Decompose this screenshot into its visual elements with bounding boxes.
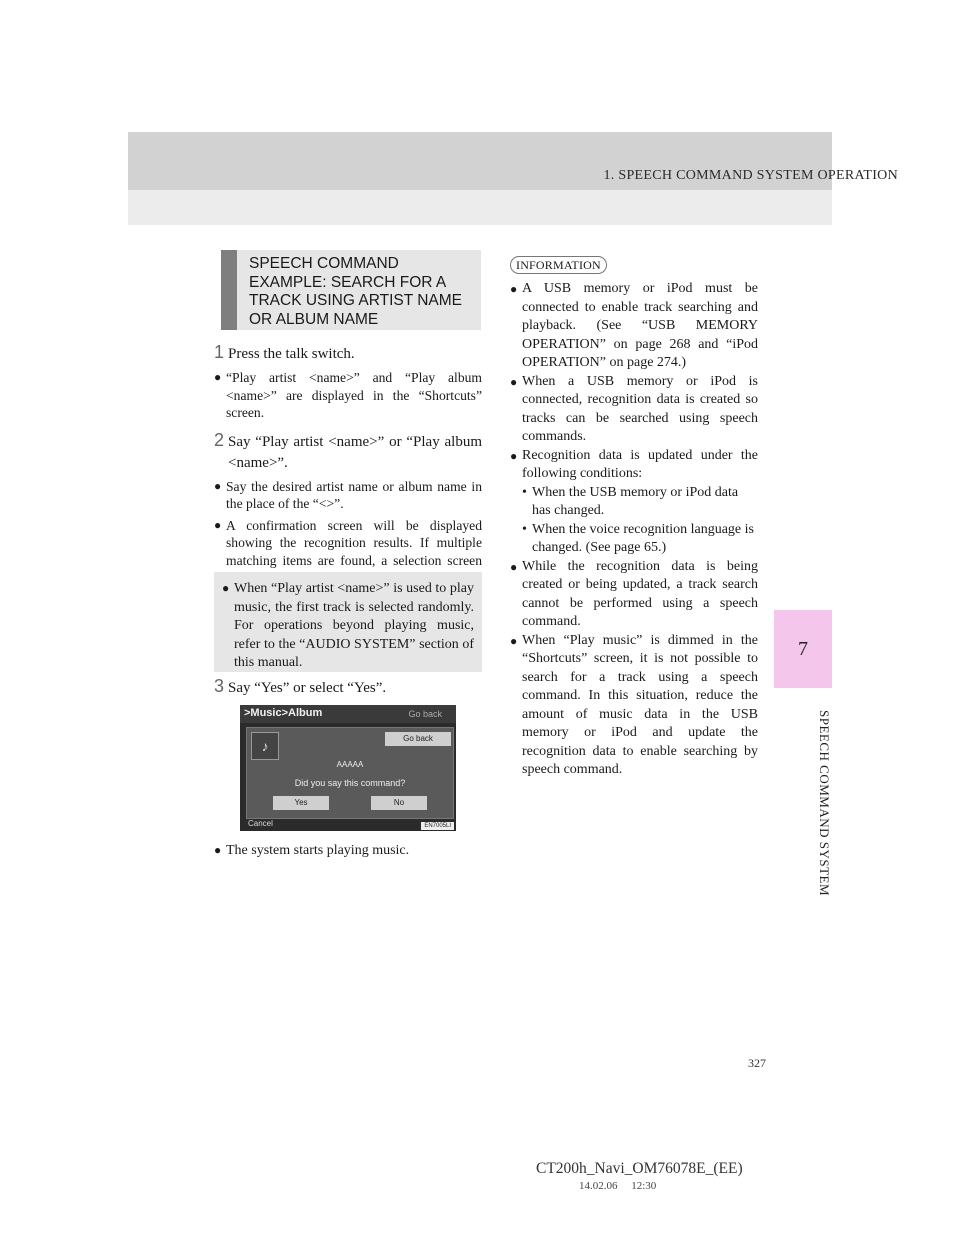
title-accent-bar xyxy=(221,250,237,330)
screen-question: Did you say this command? xyxy=(294,778,406,788)
information-column xyxy=(510,256,758,780)
chapter-tab xyxy=(774,610,832,688)
list-item xyxy=(510,447,758,484)
screen-breadcrumb: >Music>Album xyxy=(244,707,323,719)
bullet-text: When a USB memory or iPod is connected, recognition data is created so tracks can be searched using speech commands. xyxy=(522,373,758,444)
sub-text: When the voice recognition language is changed. (See page 65.) xyxy=(532,521,754,555)
bullet-text: The system starts playing music. xyxy=(226,843,410,858)
step-3 xyxy=(214,676,482,699)
chapter-label: SPEECH COMMAND SYSTEM xyxy=(817,709,832,897)
header-subbar xyxy=(128,190,832,225)
step-3-container xyxy=(214,676,482,699)
screen-no-button: No xyxy=(371,796,427,810)
step-1 xyxy=(214,342,482,365)
sub-text: When the USB memory or iPod data has changed. xyxy=(532,484,739,518)
list-item xyxy=(510,280,758,373)
bullet-text: Recognition data is updated under the following conditions: xyxy=(522,447,758,481)
screen-go-back-button: Go back xyxy=(385,732,451,746)
bullet-icon: ● xyxy=(510,282,518,296)
bullet-icon: ● xyxy=(214,370,222,384)
list-item xyxy=(510,632,758,780)
list-item xyxy=(222,580,474,673)
chapter-number: 7 xyxy=(798,637,808,660)
bullet-icon: ● xyxy=(510,374,518,389)
step-text: Say “Play artist <name>” or “Play album <name>”. xyxy=(228,433,482,471)
bullet-text: A USB memory or iPod must be connected to enable track searching and playback. (See “USB MEMORY OPERATION” on page 268 and “iPod OPERATION” on page 274.) xyxy=(522,281,758,370)
bullet-text: While the recognition data is being created or being updated, a track search cannot be performed using a speech command. xyxy=(522,558,758,629)
footer-date: 14.02.06 12:30 xyxy=(579,1180,657,1192)
running-header: 1. SPEECH COMMAND SYSTEM OPERATION xyxy=(603,168,898,183)
screen-go-back-top: Go back xyxy=(408,709,442,719)
step-number: 1 xyxy=(214,342,225,362)
list-item xyxy=(214,369,482,422)
page-number: 327 xyxy=(748,1056,766,1070)
sub-item xyxy=(510,521,758,558)
bullet-text: When “Play music” is dimmed in the “Shortcuts” screen, it is not possible to search for a track using a speech command. In this situation, reduce the amount of music data in the USB memory or iPod and update the recognition data to enable searching by speech command. xyxy=(522,632,758,777)
screen-cancel: Cancel xyxy=(248,819,273,828)
final-bullet xyxy=(214,842,482,860)
step-text: Say “Yes” or select “Yes”. xyxy=(228,680,387,696)
note-box xyxy=(214,572,482,672)
step-number: 3 xyxy=(214,676,225,696)
sub-bullet-icon: • xyxy=(522,484,527,500)
bullet-text: “Play artist <name>” and “Play album <name>” are displayed in the “Shortcuts” screen. xyxy=(226,370,482,420)
bullet-icon: ● xyxy=(214,517,222,532)
screen-yes-button: Yes xyxy=(273,796,329,810)
bullet-icon: ● xyxy=(214,843,222,857)
bullet-icon: ● xyxy=(214,478,222,493)
confirmation-screen-image xyxy=(240,705,456,831)
footer-filename: CT200h_Navi_OM76078E_(EE) xyxy=(536,1160,743,1177)
left-column xyxy=(214,342,482,587)
bullet-icon: ● xyxy=(222,581,230,595)
screen-result: AAAAA xyxy=(336,760,364,769)
bullet-icon: ● xyxy=(510,559,518,574)
list-item xyxy=(510,558,758,632)
step-number: 2 xyxy=(214,429,225,450)
list-item xyxy=(214,842,482,860)
section-title-box xyxy=(221,250,481,330)
voice-icon: ♪ xyxy=(251,732,279,760)
bullet-icon: ● xyxy=(510,633,518,648)
information-tag: INFORMATION xyxy=(510,256,607,274)
bullet-icon: ● xyxy=(510,448,518,463)
list-item xyxy=(510,373,758,447)
bullet-text: Say the desired artist name or album name in the place of the “<>”. xyxy=(226,478,482,511)
section-title: SPEECH COMMAND EXAMPLE: SEARCH FOR A TRACK USING ARTIST NAME OR ALBUM NAME xyxy=(249,255,463,328)
step-2 xyxy=(214,430,482,474)
screen-dialog xyxy=(246,727,454,819)
note-text: When “Play artist <name>” is used to play music, the first track is selected randomly. For operations beyond playing music, refer to the “AUDIO SYSTEM” section of this manual. xyxy=(234,581,474,670)
sub-bullet-icon: • xyxy=(522,521,527,537)
image-code: EN7005LI xyxy=(421,822,454,830)
list-item xyxy=(214,478,482,513)
bullet-text: A confirmation screen will be displayed showing the recognition results. If multiple matching items are found, a selection screen xyxy=(226,517,482,568)
step-text: Press the talk switch. xyxy=(228,346,355,362)
sub-item xyxy=(510,484,758,521)
